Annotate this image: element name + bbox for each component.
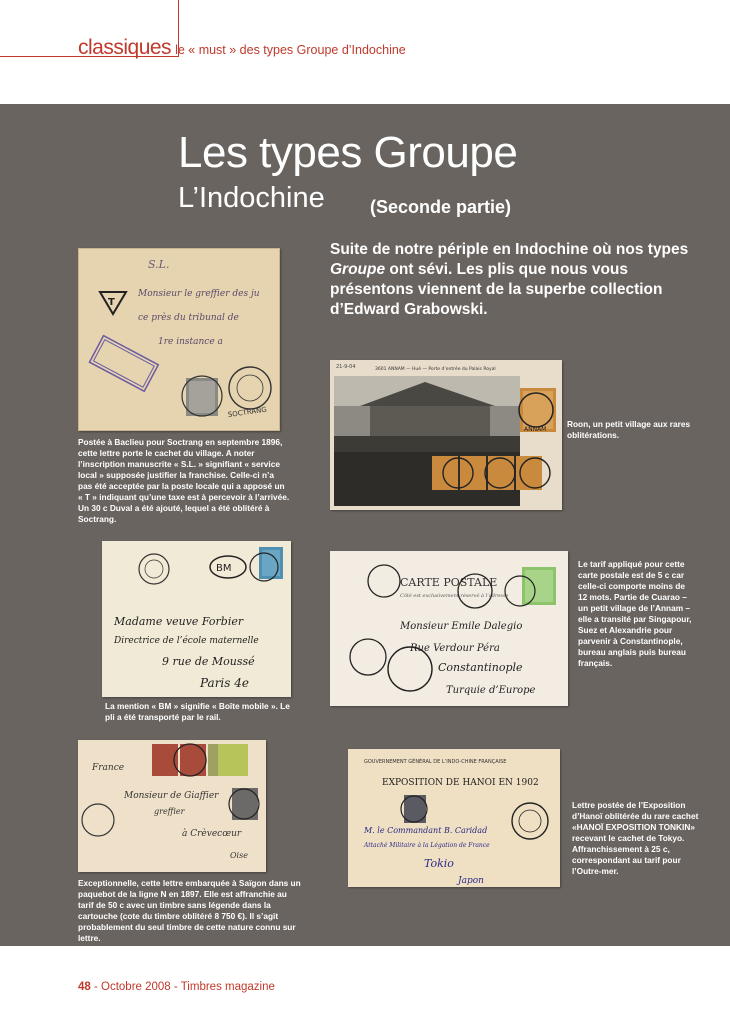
postcard1-note: 21-9-04 bbox=[336, 364, 356, 370]
photo-cuarao-postcard bbox=[330, 551, 568, 706]
letter1-line1: Monsieur le greffier des ju bbox=[138, 289, 260, 299]
postcard2-header: CARTE POSTALE bbox=[400, 576, 498, 589]
section-label: classiques bbox=[78, 36, 172, 59]
caption-hanoi: Lettre postée de l’Exposition d’Hanoï oblitérée du rare cachet «HANOÏ EXPOSITION TONKIN» recevant le cachet de Tokyo. Affranchissement à 25 c, correspondant au tarif pour l’Outre-mer. bbox=[572, 800, 699, 876]
letter1-tax-mark: T bbox=[108, 297, 115, 308]
postcard2-small: Côté est exclusivement réservé à l’adresse bbox=[400, 593, 509, 599]
footer-text: - Octobre 2008 - Timbres magazine bbox=[90, 981, 275, 993]
caption-baclieu: Postée à Baclieu pour Soctrang en septembre 1896, cette lettre porte le cachet du village. A noter l’inscription manuscrite « S.L. » signifiant « service local » supposée justifier la franchise. Celle-ci n’a pas été acceptée par la poste locale qui a apposé un « T » indiquant qu’une taxe est à percevoir à l’arrivée. Un 30 c Duval a été ajouté, lequel a été oblitéré à Soctrang. bbox=[78, 437, 290, 524]
caption-cuarao: Le tarif appliqué pour cette carte postale est de 5 c car celle-ci comporte moins de 12 mots. Partie de Cuarao – un petit village de l’Annam – elle a transité par Singapour, Suez et Alexandrie pour parvenir à Constantinople, bureau anglais puis bureau français. bbox=[578, 559, 692, 668]
caption-saigon: Exceptionnelle, cette lettre embarquée à Saïgon dans un paquebot de la ligne N en 1897. Elle est affranchie au tarif de 50 c avec un timbre sans légende dans la cartouche (cote du timbre oblitéré 8 750 €). Il s’agit probablement du seul timbre de cette nature connu sur lettre. bbox=[78, 878, 301, 943]
letter4-top: GOUVERNEMENT GÉNÉRAL DE L’INDO-CHINE FRANÇAISE bbox=[364, 759, 507, 765]
letter2-line3: 9 rue de Moussé bbox=[162, 655, 255, 668]
postcard2-line2: Rue Verdour Péra bbox=[410, 643, 500, 654]
letter1-line3: 1re instance a bbox=[158, 337, 223, 347]
header-subtitle: le « must » des types Groupe d’Indochine bbox=[175, 43, 406, 57]
photo-saigon-letter bbox=[78, 740, 266, 872]
photo-hanoi-letter bbox=[348, 749, 560, 887]
caption-roon: Roon, un petit village aux rares oblitérations. bbox=[567, 419, 691, 440]
letter1-script: S.L. bbox=[148, 258, 170, 271]
letter3-line1: Monsieur de Giaffier bbox=[124, 791, 219, 801]
letter4-line4: Japon bbox=[458, 876, 484, 886]
article-part-tag: (Seconde partie) bbox=[370, 197, 512, 217]
letter4-line1: M. le Commandant B. Caridad bbox=[364, 826, 488, 835]
photo-baclieu-letter bbox=[78, 248, 280, 431]
letter1-postmark: SOCTRANG bbox=[227, 405, 268, 420]
letter2-line4: Paris 4e bbox=[200, 676, 249, 690]
photo-hue-postcard bbox=[330, 360, 562, 510]
article-intro bbox=[330, 240, 690, 320]
page-number: 48 bbox=[78, 981, 91, 993]
caption-bm: La mention « BM » signifie « Boîte mobile ». Le pli a été transporté par le rail. bbox=[105, 701, 290, 722]
postcard2-line3: Constantinople bbox=[438, 661, 523, 674]
letter2-line2: Directrice de l’école maternelle bbox=[114, 636, 259, 646]
letter-hanoi-image bbox=[348, 749, 560, 887]
letter2-line1: Madame veuve Forbier bbox=[114, 615, 244, 628]
letter-saigon-image bbox=[78, 740, 266, 872]
postcard2-line4: Turquie d’Europe bbox=[446, 685, 536, 696]
running-header bbox=[78, 36, 406, 60]
article-subtitle: L’Indochine bbox=[178, 182, 325, 214]
intro-text-2: ont sévi. Les plis que nous vous présentons viennent de la superbe collection d’Edward Grabowski. bbox=[330, 261, 663, 318]
letter4-expo: EXPOSITION DE HANOI EN 1902 bbox=[382, 778, 539, 788]
article-title: Les types Groupe bbox=[178, 128, 518, 177]
letter3-script: France bbox=[92, 763, 125, 773]
letter3-line4: Oise bbox=[230, 851, 248, 860]
letter4-line3: Tokio bbox=[424, 857, 454, 870]
intro-text-1: Suite de notre périple en Indochine où nos types bbox=[330, 241, 689, 258]
postcard1-header: 3601 ANNAM — Hué — Porte d’entrée du Palais Royal bbox=[375, 367, 496, 372]
postcard-hue-image bbox=[330, 360, 562, 510]
letter4-line2: Attaché Militaire à la Légation de France bbox=[364, 842, 490, 849]
postcard2-line1: Monsieur Emile Dalegio bbox=[400, 621, 523, 632]
intro-emphasis: Groupe bbox=[330, 261, 386, 278]
letter1-line2: ce près du tribunal de bbox=[138, 313, 239, 323]
letter3-line2: greffier bbox=[154, 807, 185, 816]
photo-bm-letter bbox=[102, 541, 291, 697]
letter3-line3: à Crèvecœur bbox=[182, 829, 242, 839]
letter-baclieu-image bbox=[78, 248, 280, 431]
letter-bm-image bbox=[102, 541, 291, 697]
page-footer bbox=[78, 981, 275, 993]
postcard1-stamp-text: ANNAM bbox=[524, 426, 547, 433]
postcard-cuarao-image bbox=[330, 551, 568, 706]
letter2-mark: BM bbox=[216, 563, 232, 574]
